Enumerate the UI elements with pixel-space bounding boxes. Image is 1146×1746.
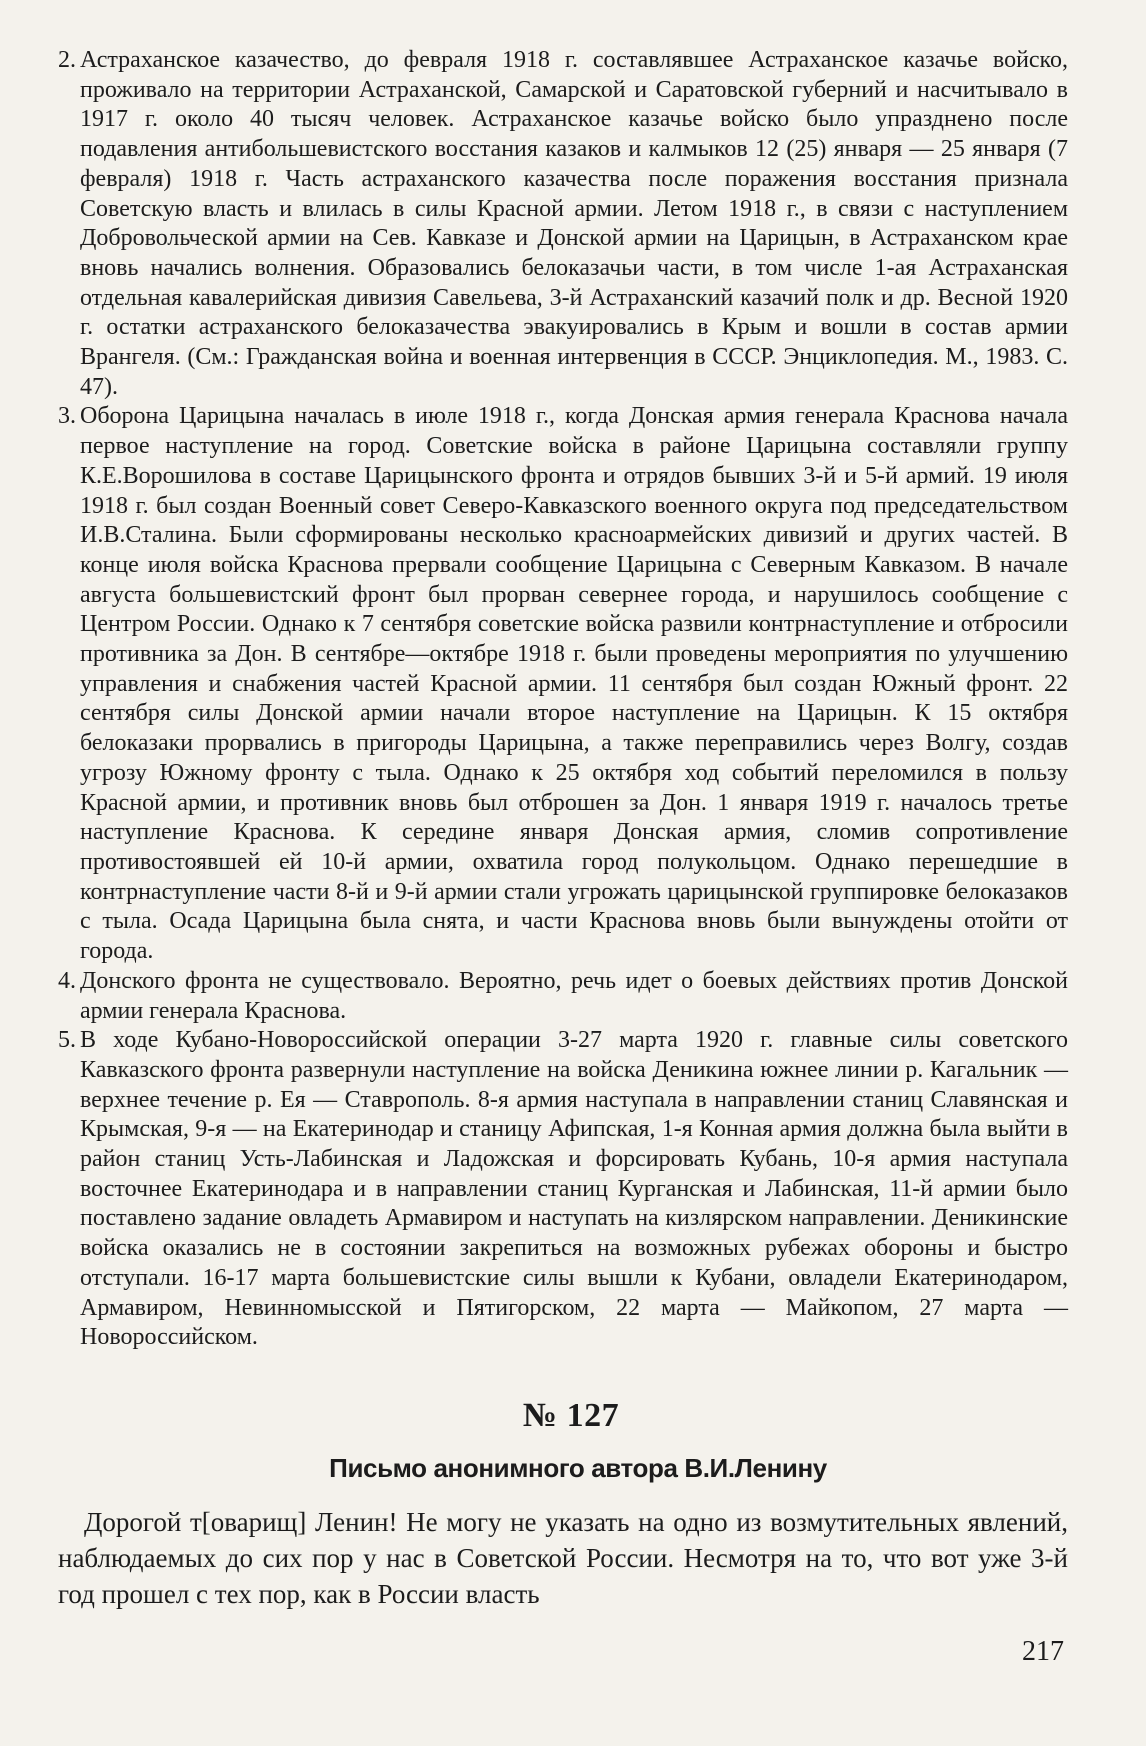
- document-title: Письмо анонимного автора В.И.Ленину: [329, 1452, 827, 1483]
- footnote-text: Донского фронта не существовало. Вероятно, речь идет о боевых действиях против Донской армии генерала Краснова.: [80, 967, 1068, 1024]
- footnote-2: [58, 46, 1068, 402]
- footnote-number: 3.: [58, 403, 76, 430]
- footnote-text: В ходе Кубано-Новороссийской операции 3-27 марта 1920 г. главные силы советского Кавказского фронта развернули наступление на войска Деникина южнее линии р. Кагальник — верхнее течение р. Ея — Ставрополь. 8-я армия наступала в направлении станиц Славянская и Крымская, 9-я — на Екатеринодар и станицу Афипская, 1-я Конная армия должна была выйти в район станиц Усть-Лабинская и Ладожская и форсировать Кубань, 10-я армия наступала восточнее Екатеринодара и в направлении станиц Курганская и Лабинская, 11-й армии было поставлено задание овладеть Армавиром и наступать на кизлярском направлении. Деникинские войска оказались не в состоянии закрепиться на возможных рубежах обороны и быстро отступали. 16-17 марта большевистские силы вышли к Кубани, овладели Екатеринодаром, Армавиром, Невинномысской и Пятигорском, 22 марта — Майкопом, 27 марта — Новороссийском.: [80, 1027, 1068, 1351]
- book-page: [58, 46, 1068, 1612]
- footnote-3: [58, 402, 1068, 966]
- document-number: № 127: [522, 1396, 620, 1434]
- footnote-text: Астраханское казачество, до февраля 1918 г. составлявшее Астраханское казачье войско, проживало на территории Астраханской, Самарской и Саратовской губерний и насчитывало в 1917 г. около 40 тысяч человек. Астраханское казачье войско было упразднено после подавления антибольшевистского восстания казаков и калмыков 12 (25) января — 25 января (7 февраля) 1918 г. Часть астраханского казачества после поражения восстания признала Советскую власть и влилась в силы Красной армии. Летом 1918 г., в связи с наступлением Добровольческой армии на Сев. Кавказе и Донской армии на Царицын, в Астраханском крае вновь начались волнения. Образовались белоказачьи части, в том числе 1-ая Астраханская отдельная кавалерийская дивизия Савельева, 3-й Астраханский казачий полк и др. Весной 1920 г. остатки астраханского белоказачества эвакуировались в Крым и вошли в состав армии Врангеля. (См.: Гражданская война и военная интервенция в СССР. Энциклопедия. М., 1983. С. 47).: [80, 47, 1068, 400]
- footnote-number: 4.: [58, 967, 76, 994]
- footnote-number: 5.: [58, 1027, 76, 1054]
- footnote-text: Оборона Царицына началась в июле 1918 г., когда Донская армия генерала Краснова начала первое наступление на город. Советские войска в районе Царицына составляли группу К.Е.Ворошилова в составе Царицынского фронта и отрядов бывших 3-й и 5-й армий. 19 июля 1918 г. был создан Военный совет Северо-Кавказского военного округа под председательством И.В.Сталина. Были сформированы несколько красноармейских дивизий и других частей. В конце июля войска Краснова прервали сообщение Царицына с Северным Кавказом. В начале августа большевистский фронт был прорван севернее города, и нарушилось сообщение с Центром России. Однако к 7 сентября советские войска развили контрнаступление и отбросили противника за Дон. В сентябре—октябре 1918 г. были проведены мероприятия по улучшению управления и снабжения частей Красной армии. 11 сентября был создан Южный фронт. 22 сентября силы Донской армии начали второе наступление на Царицын. К 15 октября белоказаки прорвались в пригороды Царицына, а также переправились через Волгу, создав угрозу Южному фронту с тыла. Однако к 25 октября ход событий переломился в пользу Красной армии, и противник вновь был отброшен за Дон. 1 января 1919 г. началось третье наступление Краснова. К середине января Донская армия, сломив сопротивление противостоявшей ей 10-й армии, охватила город полукольцом. Однако перешедшие в контрнаступление части 8-й и 9-й армии стали угрожать царицынской группировке белоказаков с тыла. Осада Царицына была снята, и части Краснова вновь были вынуждены отойти от города.: [80, 403, 1068, 965]
- footnote-5: [58, 1026, 1068, 1353]
- document-body: Дорогой т[оварищ] Ленин! Не могу не указать на одно из возмутительных явлений, наблюдаемых до сих пор у нас в Советской России. Несмотря на то, что вот уже 3-й год прошел с тех пор, как в России власть: [58, 1506, 1068, 1609]
- footnote-4: [58, 967, 1068, 1026]
- page-number: 217: [1022, 1636, 1064, 1667]
- footnotes-section: [58, 46, 1068, 1353]
- footnote-number: 2.: [58, 47, 76, 73]
